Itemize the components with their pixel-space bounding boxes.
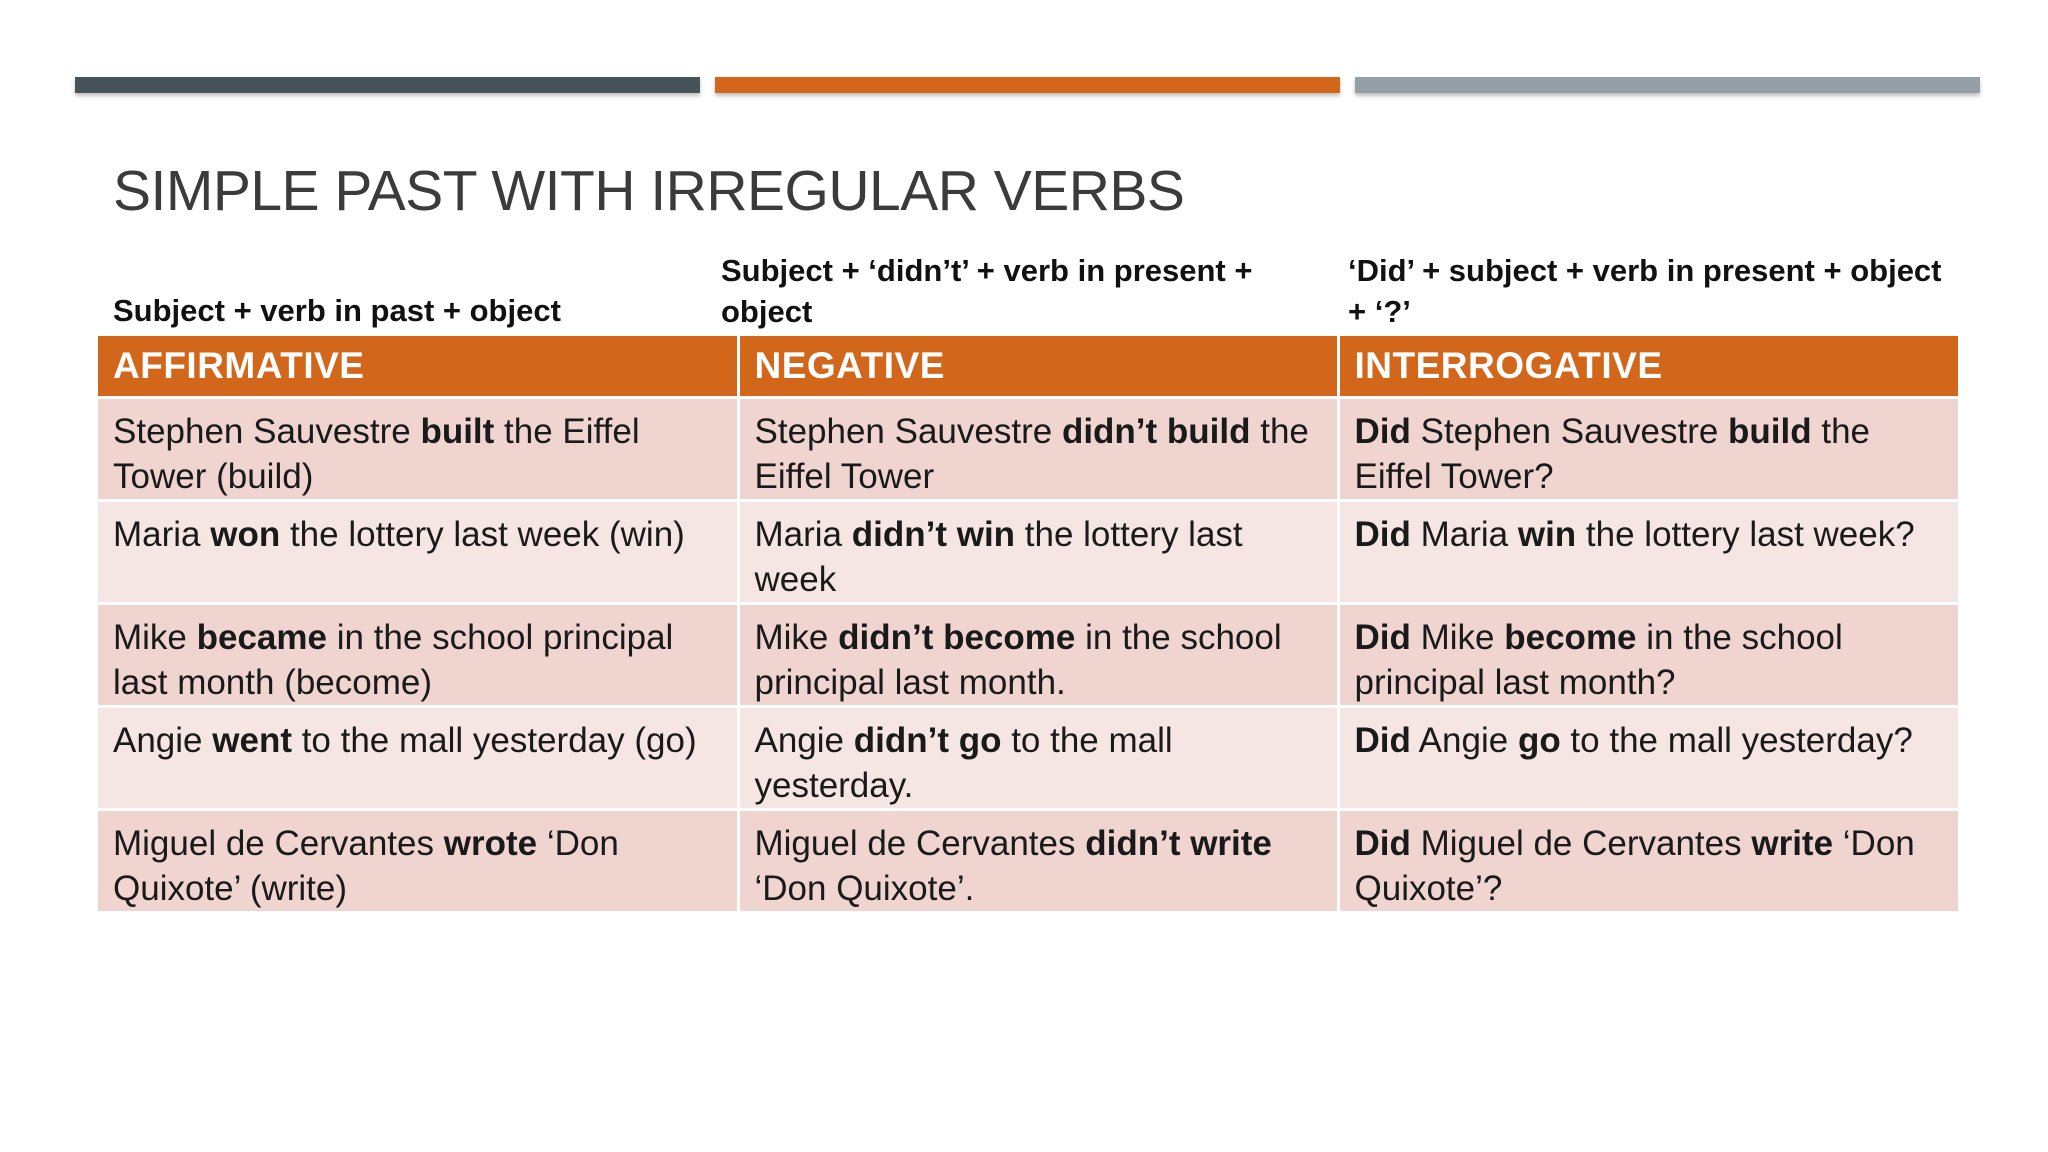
table-body [98, 398, 1958, 913]
cell-interrogative [1338, 707, 1958, 810]
verb-emphasis: wrote [443, 824, 538, 863]
cell-text: Stephen Sauvestre [754, 412, 1062, 451]
verb-emphasis: built [420, 412, 495, 451]
verb-emphasis: didn’t go [853, 721, 1002, 760]
cell-text: in the school principal last month (become) [113, 618, 674, 702]
cell-affirmative [98, 501, 738, 604]
cell-text: Stephen Sauvestre [1410, 412, 1729, 451]
cell-text: Stephen Sauvestre [113, 412, 421, 451]
cell-text: the lottery last week (win) [280, 515, 685, 554]
cell-text: the Eiffel Tower? [1354, 412, 1871, 496]
cell-affirmative [98, 398, 738, 501]
affirmative-formula: Subject + verb in past + object [113, 293, 561, 328]
cell-text: in the school principal last month? [1354, 618, 1843, 702]
cell-text: the lottery last week? [1576, 515, 1915, 554]
slide-title: SIMPLE PAST WITH IRREGULAR VERBS [113, 159, 1185, 223]
cell-interrogative [1338, 501, 1958, 604]
verb-emphasis: didn’t win [851, 515, 1016, 554]
cell-negative [738, 604, 1338, 707]
negative-formula: Subject + ‘didn’t’ + verb in present + object [721, 253, 1253, 329]
accent-bar-orange [715, 77, 1340, 93]
cell-negative [738, 810, 1338, 913]
verb-emphasis: didn’t become [838, 618, 1076, 657]
cell-text: Angie [113, 721, 213, 760]
header-negative: NEGATIVE [738, 336, 1338, 398]
header-affirmative: AFFIRMATIVE [98, 336, 738, 398]
table-row [98, 810, 1958, 913]
cell-interrogative [1338, 398, 1958, 501]
cell-text: Maria [113, 515, 211, 554]
cell-text: Mike [1410, 618, 1505, 657]
cell-text: Angie [1410, 721, 1518, 760]
cell-text: in the school principal last month. [754, 618, 1282, 702]
verb-emphasis: didn’t write [1085, 824, 1272, 863]
verb-emphasis: Did [1354, 618, 1411, 657]
verb-emphasis: went [212, 721, 292, 760]
cell-text: Mike [113, 618, 197, 657]
verb-emphasis: build [1728, 412, 1812, 451]
verb-emphasis: write [1751, 824, 1834, 863]
accent-bar-dark [75, 77, 700, 93]
table-row [98, 501, 1958, 604]
verb-emphasis: Did [1354, 515, 1411, 554]
cell-affirmative [98, 810, 738, 913]
grammar-table [98, 336, 1958, 914]
cell-text: Angie [754, 721, 854, 760]
cell-negative [738, 398, 1338, 501]
cell-text: Miguel de Cervantes [1410, 824, 1752, 863]
interrogative-formula: ‘Did’ + subject + verb in present + object + ‘?’ [1348, 253, 1942, 329]
cell-interrogative [1338, 810, 1958, 913]
cell-text: the Eiffel Tower [754, 412, 1309, 496]
cell-text: the Eiffel Tower (build) [113, 412, 640, 496]
verb-emphasis: Did [1354, 412, 1411, 451]
verb-emphasis: become [1504, 618, 1637, 657]
cell-text: to the mall yesterday. [754, 721, 1173, 805]
verb-emphasis: won [210, 515, 281, 554]
table-row [98, 398, 1958, 501]
cell-text: ‘Don Quixote’ (write) [113, 824, 619, 908]
table-row [98, 604, 1958, 707]
cell-affirmative [98, 604, 738, 707]
cell-text: ‘Don Quixote’. [754, 869, 975, 908]
cell-text: to the mall yesterday (go) [291, 721, 697, 760]
cell-text: the lottery last week [754, 515, 1243, 599]
header-interrogative: INTERROGATIVE [1338, 336, 1958, 398]
cell-text: Maria [754, 515, 852, 554]
cell-text: Maria [1410, 515, 1518, 554]
cell-affirmative [98, 707, 738, 810]
table-header-row [98, 336, 1958, 398]
verb-emphasis: Did [1354, 824, 1411, 863]
cell-interrogative [1338, 604, 1958, 707]
cell-text: Miguel de Cervantes [113, 824, 444, 863]
cell-negative [738, 707, 1338, 810]
verb-emphasis: Did [1354, 721, 1411, 760]
verb-emphasis: didn’t build [1061, 412, 1251, 451]
verb-emphasis: go [1517, 721, 1561, 760]
verb-emphasis: became [196, 618, 327, 657]
cell-negative [738, 501, 1338, 604]
cell-text: Miguel de Cervantes [754, 824, 1086, 863]
cell-text: Mike [754, 618, 839, 657]
table-row [98, 707, 1958, 810]
cell-text: ‘Don Quixote’? [1354, 824, 1915, 908]
verb-emphasis: win [1517, 515, 1577, 554]
accent-bar-gray [1355, 77, 1980, 93]
cell-text: to the mall yesterday? [1560, 721, 1913, 760]
